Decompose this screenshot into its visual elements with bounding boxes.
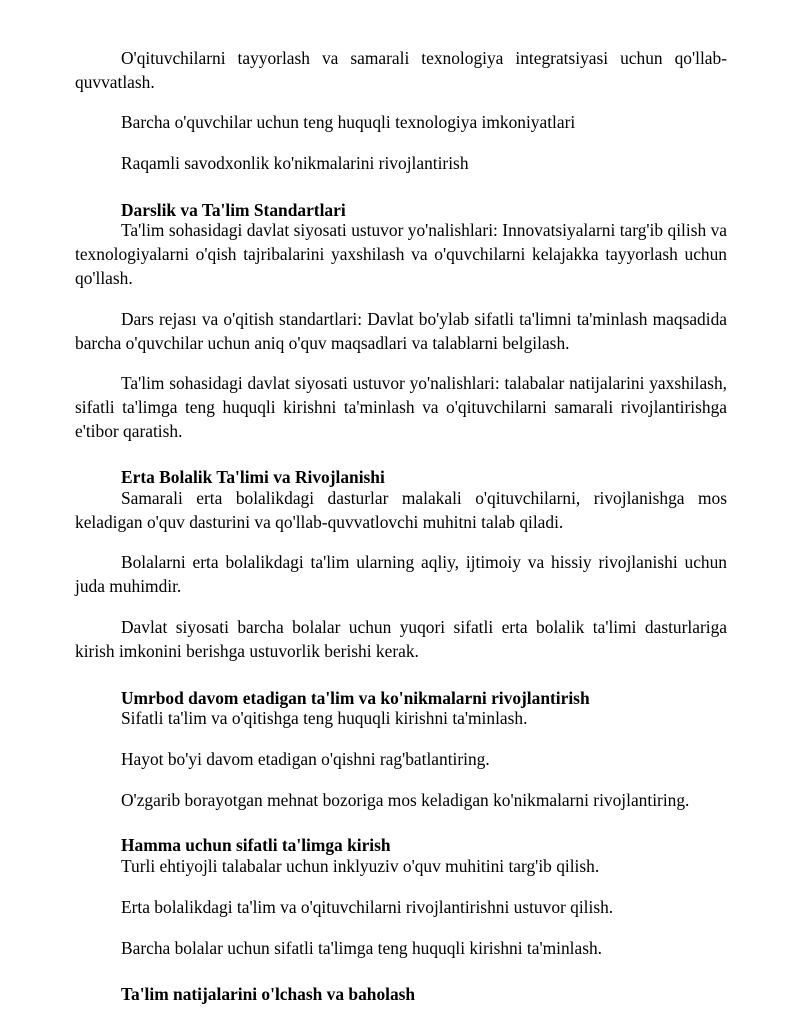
section-heading: Hamma uchun sifatli ta'limga kirish [121,835,391,855]
section-heading: Ta'lim natijalarini o'lchash va baholash [121,984,416,1004]
paragraph: Hayot bo'yi davom etadigan o'qishni rag'batlantiring. [121,749,490,769]
paragraph: Bolalarni erta bolalikdagi ta'lim ularning aqliy, ijtimoiy va hissiy rivojlanishi uchun juda muhimdir. [75,552,727,596]
paragraph: Dars rejası va o'qitish standartlari: Davlat bo'ylab sifatli ta'limni ta'minlash maqsadida barcha o'quvchilar uchun aniq o'quv maqsadlari va talablarni belgilash. [75,309,727,353]
paragraph: Raqamli savodxonlik ko'nikmalarini rivojlantirish [121,153,469,173]
paragraph: Erta bolalikdagi ta'lim va o'qituvchilarni rivojlantirishni ustuvor qilish. [121,897,614,917]
paragraph: O'qituvchilarni tayyorlash va samarali texnologiya integratsiyasi uchun qo'llab-quvvatlash. [75,48,727,92]
paragraph: Turli ehtiyojli talabalar uchun inklyuziv o'quv muhitini targ'ib qilish. [121,856,600,876]
paragraph: Barcha o'quvchilar uchun teng huquqli texnologiya imkoniyatlari [121,112,576,132]
paragraph: Ta'lim sohasidagi davlat siyosati ustuvor yo'nalishlari: talabalar natijalarini yaxshilash, sifatli ta'limga teng huquqli kirishni ta'minlash va o'qituvchilarni samarali rivojlantirishga e'tibor qaratish. [75,373,727,441]
paragraph: O'zgarib borayotgan mehnat bozoriga mos keladigan ko'nikmalarni rivojlantiring. [121,790,690,810]
section-heading: Erta Bolalik Ta'limi va Rivojlanishi [121,467,385,487]
section-heading: Umrbod davom etadigan ta'lim va ko'nikmalarni rivojlantirish [121,688,590,708]
paragraph: Barcha bolalar uchun sifatli ta'limga teng huquqli kirishni ta'minlash. [121,938,603,958]
paragraph: Ta'lim sohasidagi davlat siyosati ustuvor yo'nalishlari: Innovatsiyalarni targ'ib qilish va texnologiyalarni o'qish tajribalarini yaxshilash va o'quvchilarni kelajakka tayyorlash uchun qo'llash. [75,220,727,288]
paragraph: Davlat siyosati barcha bolalar uchun yuqori sifatli erta bolalik ta'limi dasturlariga kirish imkonini berishga ustuvorlik berishi kerak. [75,617,727,661]
section-heading: Darslik va Ta'lim Standartlari [121,200,346,220]
paragraph: Sifatli ta'lim va o'qitishga teng huquqli kirishni ta'minlash. [121,708,528,728]
paragraph: Samarali erta bolalikdagi dasturlar malakali o'qituvchilarni, rivojlanishga mos keladigan o'quv dasturini va qo'llab-quvvatlovchi muhitni talab qiladi. [75,488,727,532]
